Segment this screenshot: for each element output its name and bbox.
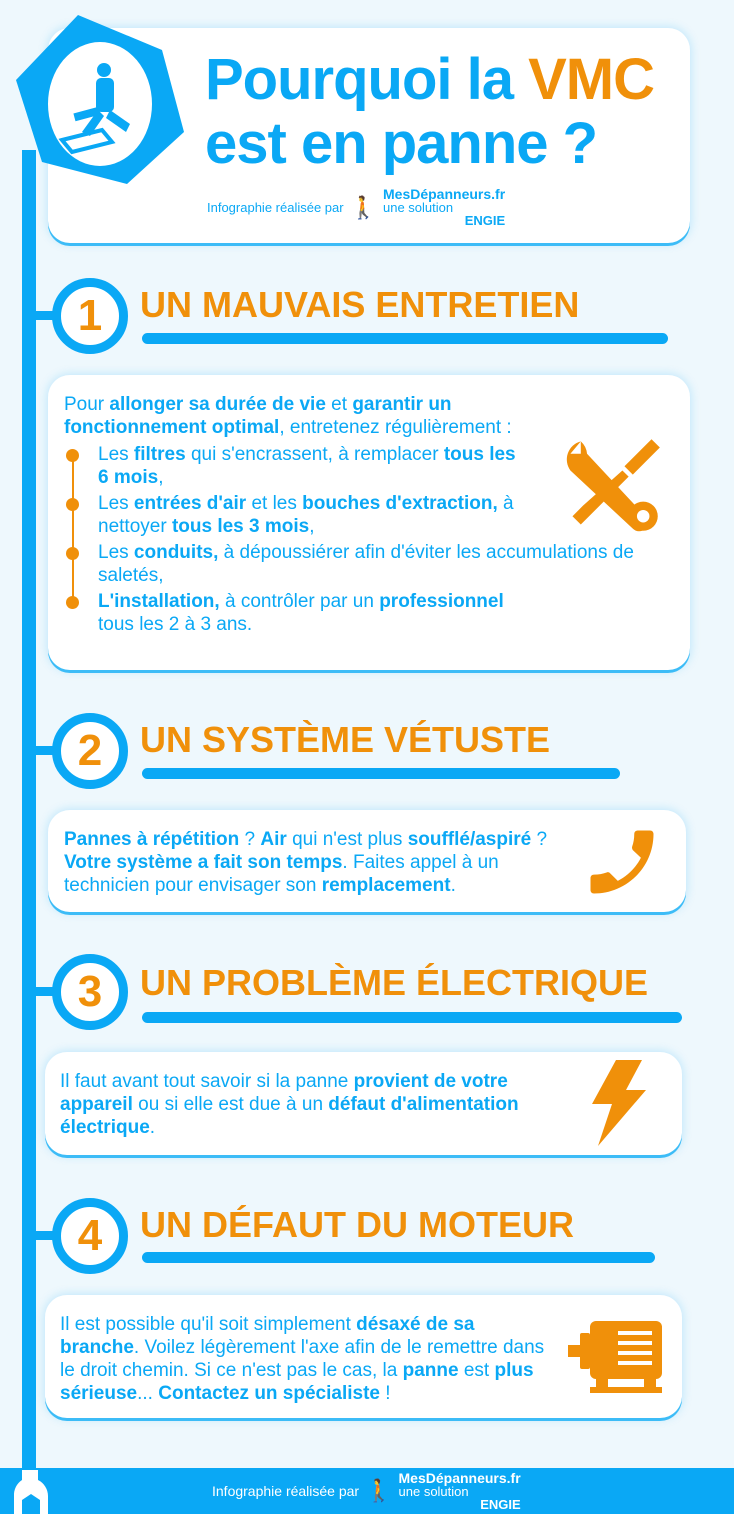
section-number-1: 1 bbox=[52, 278, 128, 354]
emphasis-text: défaut d'alimentation électrique bbox=[60, 1094, 519, 1138]
motor-icon bbox=[568, 1315, 664, 1395]
emphasis-text: tous les 6 mois bbox=[98, 444, 516, 488]
section-title-2: UN SYSTÈME VÉTUSTE bbox=[140, 719, 551, 760]
text-segment: qui n'est plus bbox=[286, 829, 408, 850]
text-segment: et les bbox=[246, 493, 303, 514]
brand-tagline: une solution bbox=[383, 200, 454, 215]
text-segment: . bbox=[149, 1117, 156, 1138]
title-underline bbox=[142, 1012, 682, 1023]
section-number-2: 2 bbox=[52, 713, 128, 789]
text-segment: Il est possible qu'il soit simplement bbox=[60, 1314, 357, 1335]
emphasis-text: désaxé de sa branche bbox=[60, 1314, 475, 1358]
text-segment: . Faites appel à un technicien pour envisager son bbox=[64, 852, 499, 896]
text-segment: ... bbox=[137, 1383, 159, 1404]
emphasis-text: panne bbox=[402, 1360, 459, 1381]
text-segment: et bbox=[325, 394, 353, 415]
phone-icon bbox=[580, 820, 664, 904]
brand-name: MesDépanneurs.fr bbox=[398, 1469, 521, 1486]
brand-name: MesDépanneurs.fr bbox=[383, 186, 506, 202]
emphasis-text: Pannes à répétition bbox=[64, 829, 240, 850]
emphasis-text: Air bbox=[260, 829, 287, 850]
text-segment: Les bbox=[98, 542, 134, 563]
emphasis-text: conduits, bbox=[133, 542, 219, 563]
mascot-logo-icon: 🚶 bbox=[365, 1478, 393, 1503]
text-segment: ! bbox=[379, 1383, 391, 1404]
text-segment: . Voilez légèrement l'axe afin de le remettre dans le droit chemin. Si ce n'est pas le cas, la bbox=[60, 1337, 545, 1381]
text-segment: Les bbox=[98, 444, 134, 465]
section-text-1 bbox=[64, 393, 634, 639]
text-segment: ou si elle est due à un bbox=[132, 1094, 329, 1115]
timeline-bar bbox=[22, 150, 36, 1468]
title-underline bbox=[142, 1252, 655, 1263]
emphasis-text: provient de votre appareil bbox=[60, 1071, 508, 1115]
credit-text: Infographie réalisée par bbox=[212, 1483, 360, 1499]
text-segment: à dépoussiérer afin d'éviter les accumulations de saletés, bbox=[98, 542, 634, 586]
section-title-4: UN DÉFAUT DU MOTEUR bbox=[140, 1204, 574, 1245]
emphasis-text: plus sérieuse bbox=[60, 1360, 534, 1404]
section-intro bbox=[64, 393, 584, 439]
emphasis-text: professionnel bbox=[379, 591, 504, 612]
brand-partner: ENGIE bbox=[480, 1496, 521, 1512]
emphasis-text: entrées d'air bbox=[133, 493, 247, 514]
emphasis-text: L'installation, bbox=[98, 591, 220, 612]
brand-tagline: une solution bbox=[398, 1483, 469, 1499]
text-segment: , bbox=[158, 467, 164, 488]
list-item bbox=[64, 492, 524, 538]
section-title-3: UN PROBLÈME ÉLECTRIQUE bbox=[140, 962, 649, 1003]
text-segment: . bbox=[450, 875, 456, 896]
lightning-icon bbox=[590, 1060, 646, 1146]
title-highlight: VMC bbox=[528, 47, 655, 112]
text-segment: , entretenez régulièrement : bbox=[279, 417, 512, 438]
brand-partner: ENGIE bbox=[464, 213, 506, 228]
text-segment: tous les 2 à 3 ans. bbox=[98, 614, 253, 635]
list-item bbox=[64, 443, 524, 489]
emphasis-text: filtres bbox=[133, 444, 186, 465]
text-segment: à nettoyer bbox=[98, 493, 514, 537]
maintenance-list bbox=[64, 443, 634, 636]
brand-logo bbox=[398, 1469, 521, 1512]
emphasis-text: soufflé/aspiré bbox=[407, 829, 532, 850]
text-segment: ? bbox=[531, 829, 548, 850]
credit-text: Infographie réalisée par bbox=[207, 200, 344, 215]
text-segment: Il faut avant tout savoir si la panne bbox=[60, 1071, 354, 1092]
title-underline bbox=[142, 333, 668, 344]
emphasis-text: Votre système a fait son temps bbox=[64, 852, 343, 873]
emphasis-text: tous les 3 mois bbox=[171, 516, 310, 537]
text-segment: est bbox=[458, 1360, 495, 1381]
list-item bbox=[64, 541, 654, 587]
brand-logo bbox=[383, 188, 505, 227]
wrench-icon bbox=[8, 1470, 54, 1514]
header-credit bbox=[207, 188, 505, 227]
mascot-logo-icon: 🚶 bbox=[349, 194, 377, 220]
text-segment: Pour bbox=[64, 394, 110, 415]
tools-icon bbox=[560, 433, 664, 537]
list-item bbox=[64, 590, 524, 636]
title-text: Pourquoi la bbox=[205, 47, 529, 112]
emphasis-text: garantir un fonctionnement optimal bbox=[64, 394, 452, 438]
title-line2: est en panne ? bbox=[205, 111, 598, 176]
section-text-3 bbox=[60, 1070, 570, 1139]
text-segment: , bbox=[309, 516, 315, 537]
section-number-3: 3 bbox=[52, 954, 128, 1030]
emphasis-text: bouches d'extraction, bbox=[302, 493, 498, 514]
section-title-1: UN MAUVAIS ENTRETIEN bbox=[140, 284, 580, 325]
mascot-hexagon-icon bbox=[12, 12, 188, 188]
emphasis-text: allonger sa durée de vie bbox=[109, 394, 326, 415]
title-underline bbox=[142, 768, 620, 779]
text-segment: à contrôler par un bbox=[219, 591, 380, 612]
footer-credit bbox=[212, 1468, 521, 1514]
section-text-4 bbox=[60, 1313, 555, 1405]
emphasis-text: Contactez un spécialiste bbox=[158, 1383, 380, 1404]
section-number-4: 4 bbox=[52, 1198, 128, 1274]
emphasis-text: remplacement bbox=[321, 875, 451, 896]
text-segment: qui s'encrassent, à remplacer bbox=[185, 444, 444, 465]
page-title bbox=[205, 48, 685, 176]
text-segment: Les bbox=[98, 493, 134, 514]
section-text-2 bbox=[64, 828, 564, 897]
text-segment: ? bbox=[239, 829, 261, 850]
